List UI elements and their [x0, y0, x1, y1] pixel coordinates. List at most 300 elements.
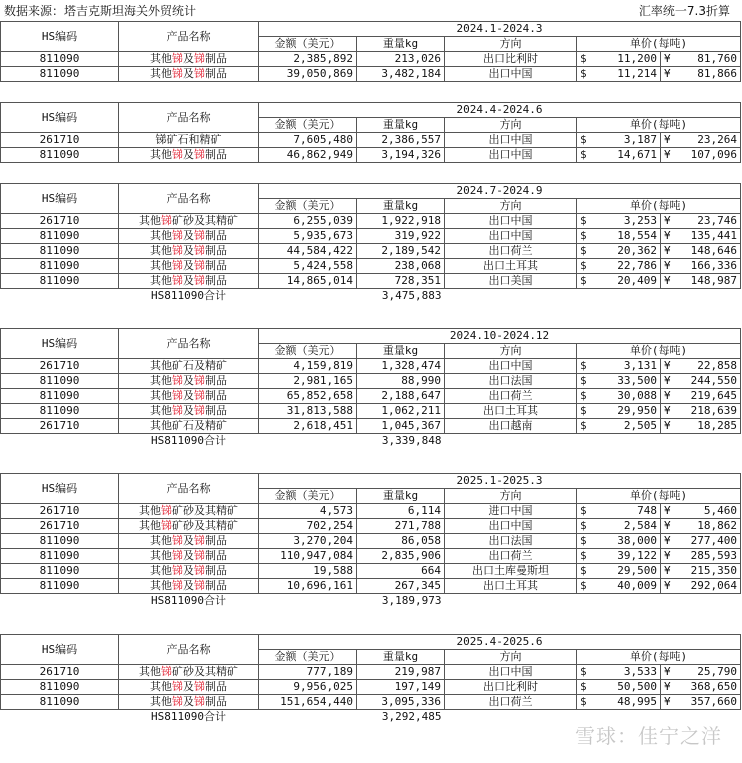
product-name-part: 及 — [183, 549, 194, 562]
cny-price-cell: 135,441 — [677, 229, 741, 244]
amount-cell: 777,189 — [259, 665, 357, 680]
product-name-part: 其他 — [150, 244, 172, 257]
hs-code-cell: 811090 — [1, 579, 119, 594]
total-row — [1, 594, 741, 609]
product-name-part: 其他 — [150, 389, 172, 402]
table-row — [1, 534, 741, 549]
direction-cell: 进口中国 — [445, 504, 577, 519]
cny-symbol: ¥ — [661, 244, 677, 259]
total-spacer — [259, 594, 357, 609]
product-name-part: 及 — [183, 52, 194, 65]
cny-price-cell: 23,746 — [677, 214, 741, 229]
cny-symbol: ¥ — [661, 359, 677, 374]
direction-cell: 出口土耳其 — [445, 579, 577, 594]
hs-code-cell: 811090 — [1, 52, 119, 67]
usd-price-cell: 3,131 — [593, 359, 661, 374]
weight-cell: 3,482,184 — [357, 67, 445, 82]
table-row — [1, 404, 741, 419]
product-name-part: 其他 — [150, 259, 172, 272]
weight-cell: 1,328,474 — [357, 359, 445, 374]
amount-cell: 14,865,014 — [259, 274, 357, 289]
amount-cell: 39,050,869 — [259, 67, 357, 82]
product-name-part: 制品 — [205, 52, 227, 65]
usd-price-cell: 50,500 — [593, 680, 661, 695]
product-name-part: 其他 — [139, 214, 161, 227]
product-name-part: 其他 — [150, 680, 172, 693]
period-table — [0, 328, 741, 448]
product-name-part: 其他 — [150, 534, 172, 547]
product-name-part: 及 — [183, 579, 194, 592]
product-name-part: 锑 — [194, 534, 205, 547]
product-name-part: 锑 — [194, 244, 205, 257]
cny-price-cell: 218,639 — [677, 404, 741, 419]
period-table — [0, 634, 741, 724]
hs-code-cell: 811090 — [1, 549, 119, 564]
cny-symbol: ¥ — [661, 419, 677, 434]
usd-price-cell: 38,000 — [593, 534, 661, 549]
cny-price-cell: 148,987 — [677, 274, 741, 289]
product-name-part: 锑 — [172, 680, 183, 693]
amount-cell: 110,947,084 — [259, 549, 357, 564]
amount-cell: 46,862,949 — [259, 148, 357, 163]
total-spacer — [445, 289, 741, 304]
cny-symbol: ¥ — [661, 214, 677, 229]
weight-cell: 88,990 — [357, 374, 445, 389]
product-name-part: 制品 — [205, 534, 227, 547]
direction-cell: 出口中国 — [445, 665, 577, 680]
usd-price-cell: 30,088 — [593, 389, 661, 404]
product-name-part: 其他 — [150, 374, 172, 387]
direction-cell: 出口中国 — [445, 359, 577, 374]
usd-price-cell: 48,995 — [593, 695, 661, 710]
weight-cell: 2,835,906 — [357, 549, 445, 564]
product-name-cell — [119, 695, 259, 710]
product-name-part: 锑 — [172, 549, 183, 562]
cny-price-cell: 5,460 — [677, 504, 741, 519]
usd-symbol: $ — [577, 274, 593, 289]
direction-cell: 出口比利时 — [445, 52, 577, 67]
cny-symbol: ¥ — [661, 52, 677, 67]
product-name-part: 制品 — [205, 67, 227, 80]
usd-symbol: $ — [577, 229, 593, 244]
product-name-part: 及 — [183, 259, 194, 272]
usd-symbol: $ — [577, 214, 593, 229]
product-name-part: 制品 — [205, 695, 227, 708]
amount-cell: 6,255,039 — [259, 214, 357, 229]
weight-cell: 2,189,542 — [357, 244, 445, 259]
total-value: 3,475,883 — [381, 289, 442, 302]
table-row — [1, 389, 741, 404]
period-label: 2025.1-2025.3 — [259, 474, 741, 489]
total-row — [1, 434, 741, 449]
header-row — [1, 22, 741, 37]
direction-cell: 出口中国 — [445, 229, 577, 244]
weight-cell: 728,351 — [357, 274, 445, 289]
hs-code-header: HS编码 — [1, 329, 119, 359]
product-name-part: 锑 — [161, 665, 172, 678]
product-name-part: 锑 — [194, 389, 205, 402]
period-table — [0, 183, 741, 303]
product-name-part: 其他 — [150, 695, 172, 708]
product-name-part: 其他 — [150, 404, 172, 417]
amount-cell: 5,424,558 — [259, 259, 357, 274]
product-name-part: 其他 — [150, 579, 172, 592]
total-spacer — [445, 594, 741, 609]
product-name-part: 制品 — [205, 244, 227, 257]
product-name-cell — [119, 579, 259, 594]
product-name-part: 锑 — [194, 564, 205, 577]
usd-symbol: $ — [577, 52, 593, 67]
hs-code-cell: 811090 — [1, 695, 119, 710]
usd-symbol: $ — [577, 244, 593, 259]
unit-price-header: 单价(每吨) — [577, 344, 741, 359]
product-name-part: 锑 — [194, 52, 205, 65]
direction-cell: 出口土耳其 — [445, 404, 577, 419]
weight-cell: 219,987 — [357, 665, 445, 680]
product-name-part: 锑 — [194, 274, 205, 287]
amount-cell: 10,696,161 — [259, 579, 357, 594]
cny-symbol: ¥ — [661, 274, 677, 289]
usd-symbol: $ — [577, 374, 593, 389]
product-name-part: 锑 — [194, 259, 205, 272]
cny-price-cell: 277,400 — [677, 534, 741, 549]
product-name-part: 及 — [183, 564, 194, 577]
product-name-header: 产品名称 — [119, 635, 259, 665]
cny-price-cell: 18,285 — [677, 419, 741, 434]
product-name-cell — [119, 504, 259, 519]
product-name-cell — [119, 274, 259, 289]
usd-symbol: $ — [577, 133, 593, 148]
product-name-header: 产品名称 — [119, 22, 259, 52]
direction-header: 方向 — [445, 489, 577, 504]
direction-cell: 出口荷兰 — [445, 695, 577, 710]
hs-code-cell: 811090 — [1, 229, 119, 244]
amount-cell: 2,385,892 — [259, 52, 357, 67]
total-spacer — [1, 594, 119, 609]
amount-header: 金额（美元） — [259, 118, 357, 133]
product-name-part: 其他 — [150, 148, 172, 161]
usd-price-cell: 11,200 — [593, 52, 661, 67]
product-name-part: 其他 — [150, 274, 172, 287]
product-name-part: 锑 — [172, 244, 183, 257]
table-row — [1, 67, 741, 82]
product-name-cell — [119, 67, 259, 82]
spacer-row — [1, 163, 741, 178]
weight-cell: 3,194,326 — [357, 148, 445, 163]
product-name-cell — [119, 404, 259, 419]
table-row — [1, 244, 741, 259]
weight-cell: 86,058 — [357, 534, 445, 549]
product-name-part: 其他矿石及精矿 — [150, 419, 227, 432]
product-name-part: 制品 — [205, 229, 227, 242]
table-row — [1, 680, 741, 695]
total-spacer — [1, 710, 119, 725]
table-row — [1, 374, 741, 389]
direction-cell: 出口越南 — [445, 419, 577, 434]
product-name-part: 制品 — [205, 274, 227, 287]
usd-price-cell: 22,786 — [593, 259, 661, 274]
direction-cell: 出口土耳其 — [445, 259, 577, 274]
total-spacer — [445, 434, 741, 449]
hs-code-cell: 811090 — [1, 274, 119, 289]
direction-cell: 出口土库曼斯坦 — [445, 564, 577, 579]
product-name-cell — [119, 148, 259, 163]
amount-cell: 702,254 — [259, 519, 357, 534]
product-name-part: 锑 — [172, 67, 183, 80]
total-spacer — [1, 289, 119, 304]
product-name-cell — [119, 519, 259, 534]
product-name-part: 制品 — [205, 680, 227, 693]
total-spacer — [259, 289, 357, 304]
amount-header: 金额（美元） — [259, 344, 357, 359]
usd-price-cell: 29,950 — [593, 404, 661, 419]
table-row — [1, 695, 741, 710]
cny-price-cell: 357,660 — [677, 695, 741, 710]
product-name-part: 锑 — [172, 52, 183, 65]
product-name-part: 制品 — [205, 404, 227, 417]
table-row — [1, 52, 741, 67]
product-name-part: 其他 — [139, 504, 161, 517]
product-name-part: 锑 — [161, 504, 172, 517]
product-name-part: 制品 — [205, 259, 227, 272]
cny-symbol: ¥ — [661, 564, 677, 579]
product-name-part: 其他 — [150, 52, 172, 65]
direction-cell: 出口比利时 — [445, 680, 577, 695]
weight-header: 重量kg — [357, 489, 445, 504]
table-row — [1, 504, 741, 519]
usd-symbol: $ — [577, 680, 593, 695]
product-name-header: 产品名称 — [119, 103, 259, 133]
product-name-part: 锑 — [194, 680, 205, 693]
spacer-row — [1, 82, 741, 97]
product-name-cell — [119, 52, 259, 67]
product-name-part: 及 — [183, 229, 194, 242]
weight-header: 重量kg — [357, 37, 445, 52]
header-row — [1, 474, 741, 489]
hs-code-cell: 811090 — [1, 259, 119, 274]
direction-cell: 出口中国 — [445, 133, 577, 148]
amount-cell: 65,852,658 — [259, 389, 357, 404]
data-source-note: 数据来源：塔吉克斯坦海关外贸统计 — [4, 4, 197, 18]
cny-price-cell: 166,336 — [677, 259, 741, 274]
usd-price-cell: 33,500 — [593, 374, 661, 389]
usd-symbol: $ — [577, 549, 593, 564]
exchange-rate-note: 汇率统一7.3折算 — [638, 4, 730, 18]
table-row — [1, 549, 741, 564]
product-name-part: 锑 — [172, 404, 183, 417]
cny-price-cell: 18,862 — [677, 519, 741, 534]
product-name-part: 锑 — [161, 519, 172, 532]
product-name-part: 及 — [183, 244, 194, 257]
cny-price-cell: 215,350 — [677, 564, 741, 579]
product-name-part: 锑 — [172, 259, 183, 272]
weight-cell: 1,045,367 — [357, 419, 445, 434]
header-row — [1, 184, 741, 199]
product-name-part: 及 — [183, 374, 194, 387]
hs-code-cell: 811090 — [1, 680, 119, 695]
total-spacer — [259, 434, 357, 449]
unit-price-header: 单价(每吨) — [577, 118, 741, 133]
total-label: HS811090合计 — [151, 594, 226, 607]
product-name-cell — [119, 229, 259, 244]
product-name-part: 及 — [183, 389, 194, 402]
cny-symbol: ¥ — [661, 374, 677, 389]
product-name-part: 锑 — [172, 274, 183, 287]
hs-code-cell: 811090 — [1, 374, 119, 389]
direction-header: 方向 — [445, 199, 577, 214]
cny-symbol: ¥ — [661, 389, 677, 404]
usd-price-cell: 2,505 — [593, 419, 661, 434]
product-name-cell — [119, 133, 259, 148]
amount-cell: 31,813,588 — [259, 404, 357, 419]
product-name-part: 锑 — [172, 579, 183, 592]
table-row — [1, 214, 741, 229]
table-row — [1, 519, 741, 534]
table-row — [1, 148, 741, 163]
cny-symbol: ¥ — [661, 519, 677, 534]
usd-symbol: $ — [577, 359, 593, 374]
amount-header: 金额（美元） — [259, 199, 357, 214]
product-name-part: 矿砂及其精矿 — [172, 665, 238, 678]
direction-header: 方向 — [445, 37, 577, 52]
hs-code-cell: 261710 — [1, 359, 119, 374]
direction-header: 方向 — [445, 344, 577, 359]
usd-price-cell: 20,409 — [593, 274, 661, 289]
product-name-part: 及 — [183, 404, 194, 417]
hs-code-cell: 811090 — [1, 534, 119, 549]
cny-price-cell: 244,550 — [677, 374, 741, 389]
usd-symbol: $ — [577, 579, 593, 594]
product-name-part: 锑 — [172, 695, 183, 708]
weight-cell: 267,345 — [357, 579, 445, 594]
period-label: 2024.4-2024.6 — [259, 103, 741, 118]
cny-symbol: ¥ — [661, 259, 677, 274]
product-name-part: 锑 — [194, 148, 205, 161]
header-row — [1, 103, 741, 118]
product-name-cell — [119, 549, 259, 564]
weight-header: 重量kg — [357, 118, 445, 133]
product-name-part: 及 — [183, 274, 194, 287]
weight-cell: 664 — [357, 564, 445, 579]
cny-price-cell: 81,760 — [677, 52, 741, 67]
product-name-part: 其他 — [150, 564, 172, 577]
hs-code-header: HS编码 — [1, 184, 119, 214]
direction-cell: 出口荷兰 — [445, 389, 577, 404]
weight-header: 重量kg — [357, 650, 445, 665]
usd-price-cell: 11,214 — [593, 67, 661, 82]
product-name-part: 及 — [183, 534, 194, 547]
usd-price-cell: 20,362 — [593, 244, 661, 259]
amount-cell: 4,573 — [259, 504, 357, 519]
usd-symbol: $ — [577, 148, 593, 163]
product-name-part: 制品 — [205, 374, 227, 387]
cny-symbol: ¥ — [661, 665, 677, 680]
weight-cell: 2,188,647 — [357, 389, 445, 404]
cny-symbol: ¥ — [661, 695, 677, 710]
amount-cell: 4,159,819 — [259, 359, 357, 374]
table-row — [1, 564, 741, 579]
cny-price-cell: 148,646 — [677, 244, 741, 259]
direction-cell: 出口美国 — [445, 274, 577, 289]
cny-symbol: ¥ — [661, 549, 677, 564]
product-name-part: 锑 — [194, 229, 205, 242]
hs-code-cell: 261710 — [1, 665, 119, 680]
direction-cell: 出口法国 — [445, 534, 577, 549]
unit-price-header: 单价(每吨) — [577, 650, 741, 665]
product-name-cell — [119, 665, 259, 680]
product-name-header: 产品名称 — [119, 184, 259, 214]
amount-cell: 5,935,673 — [259, 229, 357, 244]
product-name-part: 其他 — [150, 67, 172, 80]
table-row — [1, 259, 741, 274]
total-spacer — [1, 434, 119, 449]
hs-code-cell: 811090 — [1, 244, 119, 259]
hs-code-cell: 261710 — [1, 504, 119, 519]
hs-code-cell: 261710 — [1, 519, 119, 534]
amount-cell: 9,956,025 — [259, 680, 357, 695]
weight-cell: 2,386,557 — [357, 133, 445, 148]
total-spacer — [259, 710, 357, 725]
usd-price-cell: 29,500 — [593, 564, 661, 579]
period-label: 2024.10-2024.12 — [259, 329, 741, 344]
hs-code-cell: 811090 — [1, 404, 119, 419]
product-name-part: 及 — [183, 695, 194, 708]
usd-symbol: $ — [577, 389, 593, 404]
cny-price-cell: 292,064 — [677, 579, 741, 594]
spacer-cell — [1, 82, 741, 97]
table-row — [1, 665, 741, 680]
unit-price-header: 单价(每吨) — [577, 489, 741, 504]
product-name-part: 锑 — [172, 229, 183, 242]
cny-price-cell: 368,650 — [677, 680, 741, 695]
product-name-cell — [119, 214, 259, 229]
product-name-part: 锑 — [194, 67, 205, 80]
cny-symbol: ¥ — [661, 404, 677, 419]
usd-symbol: $ — [577, 419, 593, 434]
unit-price-header: 单价(每吨) — [577, 199, 741, 214]
direction-cell: 出口中国 — [445, 148, 577, 163]
hs-code-cell: 811090 — [1, 564, 119, 579]
amount-cell: 2,618,451 — [259, 419, 357, 434]
hs-code-cell: 811090 — [1, 389, 119, 404]
product-name-part: 锑 — [172, 389, 183, 402]
report-header — [0, 2, 742, 20]
product-name-part: 锑 — [194, 549, 205, 562]
weight-cell: 6,114 — [357, 504, 445, 519]
cny-symbol: ¥ — [661, 67, 677, 82]
direction-cell: 出口中国 — [445, 67, 577, 82]
cny-symbol: ¥ — [661, 148, 677, 163]
usd-symbol: $ — [577, 695, 593, 710]
hs-code-header: HS编码 — [1, 103, 119, 133]
weight-cell: 319,922 — [357, 229, 445, 244]
weight-cell: 1,062,211 — [357, 404, 445, 419]
total-value: 3,189,973 — [381, 594, 442, 607]
usd-price-cell: 40,009 — [593, 579, 661, 594]
usd-symbol: $ — [577, 665, 593, 680]
usd-price-cell: 2,584 — [593, 519, 661, 534]
product-name-cell — [119, 680, 259, 695]
product-name-part: 其他 — [150, 549, 172, 562]
direction-cell: 出口中国 — [445, 519, 577, 534]
amount-cell: 3,270,204 — [259, 534, 357, 549]
weight-cell: 271,788 — [357, 519, 445, 534]
product-name-part: 锑 — [172, 374, 183, 387]
amount-cell: 19,588 — [259, 564, 357, 579]
product-name-cell — [119, 534, 259, 549]
product-name-part: 制品 — [205, 389, 227, 402]
direction-header: 方向 — [445, 118, 577, 133]
